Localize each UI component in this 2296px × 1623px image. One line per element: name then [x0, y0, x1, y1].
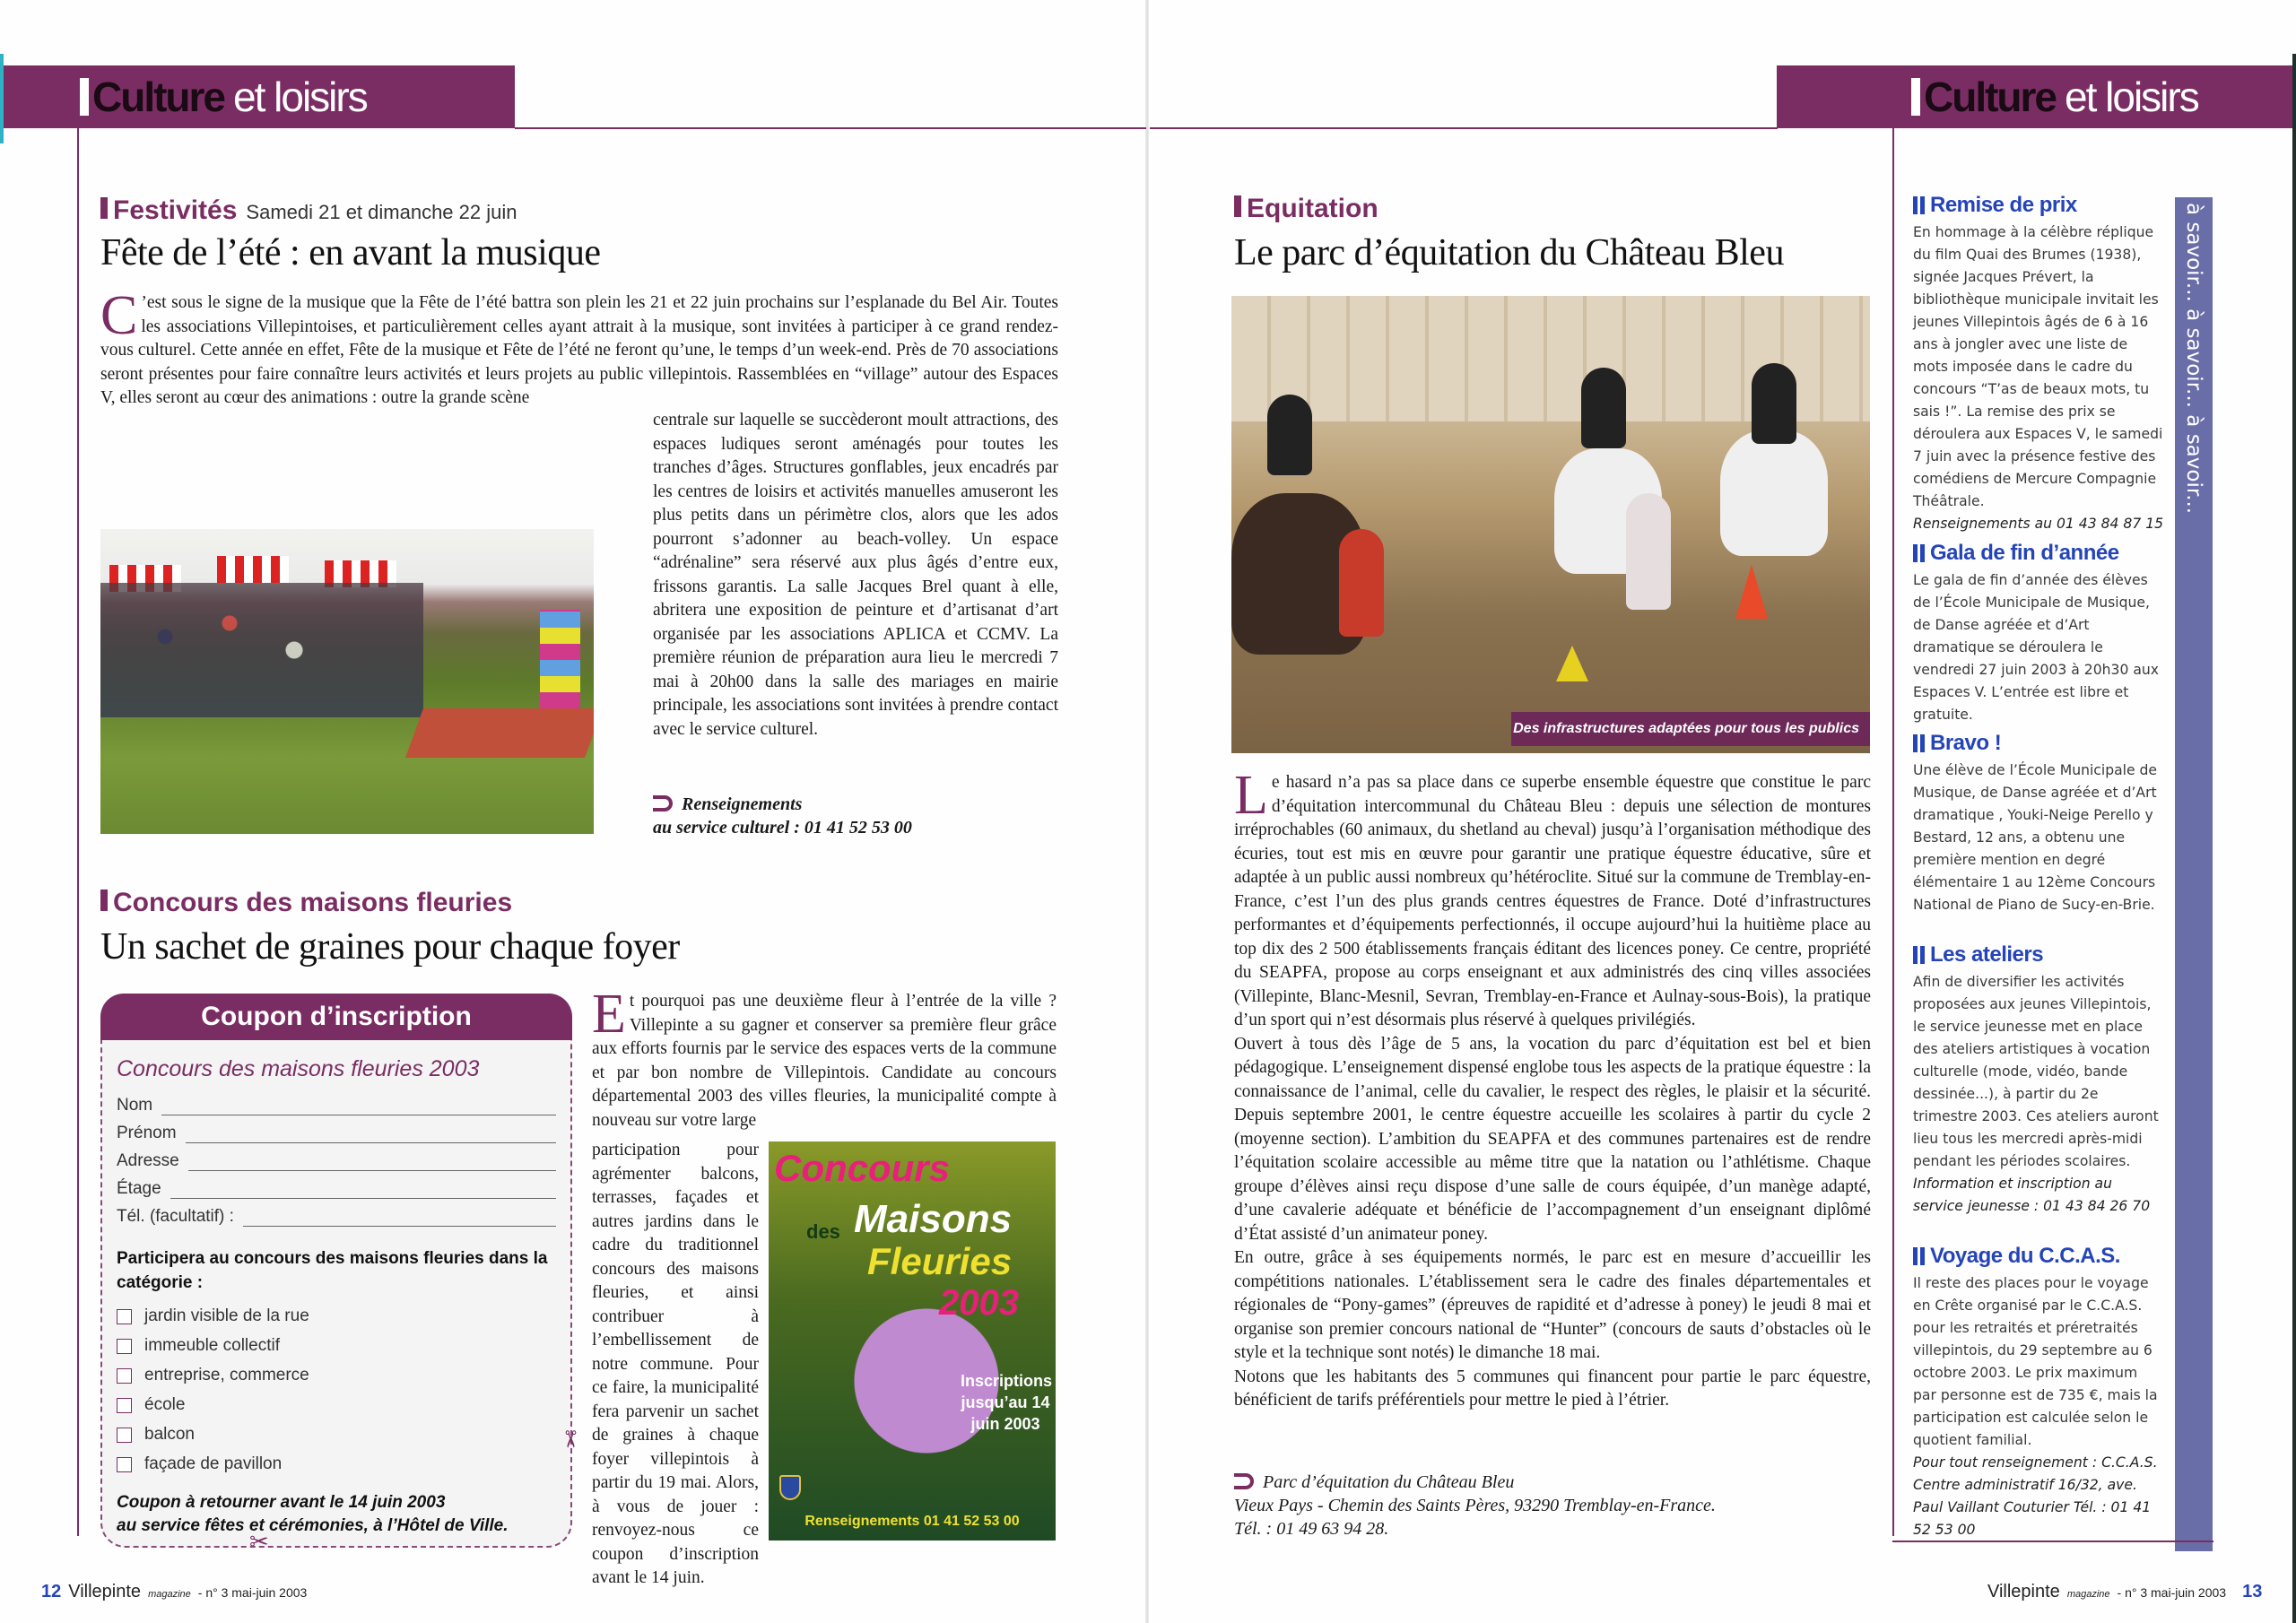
a-savoir-label: à savoir... à savoir... à savoir...	[2182, 203, 2205, 515]
banner-light: et loisirs	[2065, 74, 2198, 120]
banner-bar-icon	[80, 78, 89, 116]
poster-year: 2003	[939, 1283, 1019, 1323]
heading-bar-icon	[1920, 544, 1925, 562]
riding-photo	[1231, 296, 1870, 753]
kicker-label: Equitation	[1247, 194, 1378, 223]
page-gutter	[1145, 0, 1149, 1623]
dropcap: C	[100, 285, 138, 346]
concours-intro-text: t pourquoi pas une deuxième fleur à l’entrée de la ville ? Villepinte a su gagner et conserver sa première fleur grâce aux efforts fournis par le service des espaces verts de la commune et par bon nombre de Villepintois. Candidate au concours départemental 2003 des villes fleuries, la municipalité compte à nouveau sur votre large	[592, 992, 1057, 1130]
option-ecole[interactable]	[117, 1394, 556, 1416]
table-shape	[405, 708, 594, 758]
heading-bar-icon	[1920, 734, 1925, 752]
kicker-date: Samedi 21 et dimanche 22 juin	[246, 201, 517, 223]
poster-word-concours: Concours	[774, 1147, 951, 1189]
option-jardin[interactable]	[117, 1306, 556, 1327]
sidebar-title: Voyage du C.C.A.S.	[1930, 1244, 2120, 1268]
field-line[interactable]	[243, 1214, 556, 1227]
option-label: entreprise, commerce	[144, 1366, 309, 1384]
scissors-icon: ✂	[249, 1529, 269, 1555]
coupon-title: Coupon d’inscription	[100, 994, 572, 1040]
option-label: immeuble collectif	[144, 1336, 280, 1355]
sidebar-item-remise-de-prix	[1913, 194, 2164, 535]
sidebar-title: Bravo !	[1930, 731, 2002, 755]
sidebar-heading	[1913, 1245, 2164, 1267]
sidebar-text: En hommage à la célèbre réplique du film Quai des Brumes (1938), signée Jacques Prévert, la bibliothèque municipale invitait les jeunes Villepintois âgés de 6 à 16 ans à jongler avec une liste de mots imposée dans le cadre du concours “T’as de beaux mots, tu sais !”. La remise des prix se déroulera aux Espaces V, le samedi 7 juin avec la présence festive des comédiens de Mercure Compagnie Théâtrale.	[1913, 224, 2163, 509]
heading-bar-icon	[1913, 734, 1918, 752]
equitation-kicker	[1234, 194, 1378, 224]
coupon-question: Participera au concours des maisons fleuries dans la catégorie :	[117, 1249, 548, 1292]
field-adresse[interactable]	[117, 1149, 556, 1171]
heading-bar-icon	[1920, 1247, 1925, 1265]
heading-bar-icon	[1913, 196, 1918, 214]
coupon-footer-line-2: au service fêtes et cérémonies, à l’Hôtel de Ville.	[117, 1516, 509, 1535]
sidebar-text: Une élève de l’École Municipale de Musique, de Danse agréée et d’Art dramatique , Youki-Neige Perello y Bestard, 12 ans, a obtenu une première mention en degré élémentaire 1 au 12ème Concours National de Piano de Sucy-en-Brie.	[1913, 762, 2158, 913]
arrow-icon	[653, 795, 673, 812]
scissors-icon: ✂	[556, 1429, 583, 1449]
option-facade[interactable]	[117, 1454, 556, 1475]
sidebar-text: Il reste des places pour le voyage en Crête organisé par le C.C.A.S. pour les retraités et préretraités villepintois, du 29 septembre au 6 octobre 2003. Le prix maximum par personne est de 735 €, mais la participation est calculée selon le quotient familial.	[1913, 1275, 2158, 1448]
field-etage[interactable]	[117, 1176, 556, 1199]
poster-info: Renseignements 01 41 52 53 00	[804, 1514, 1020, 1529]
sidebar-text: Le gala de fin d’année des élèves de l’École Municipale de Musique, de Danse agréée et d’Art dramatique se déroulera le vendredi 27 juin 2003 à 20h30 aux Espaces V. L’entrée est libre et gratuite.	[1913, 572, 2159, 723]
checkbox[interactable]	[117, 1368, 132, 1384]
cone-shape	[1556, 646, 1588, 681]
checkbox[interactable]	[117, 1428, 132, 1443]
field-label: Adresse	[117, 1151, 179, 1170]
festivites-intro	[100, 285, 1058, 411]
banner-light: et loisirs	[233, 74, 367, 120]
checkbox[interactable]	[117, 1309, 132, 1324]
rule-horizontal	[1150, 127, 1778, 129]
kicker-bar-icon	[100, 890, 108, 911]
coupon-subtitle: Concours des maisons fleuries 2003	[117, 1056, 480, 1081]
child-shape	[1626, 493, 1671, 610]
concours-kicker	[100, 888, 512, 918]
coupon-footer	[117, 1491, 556, 1538]
kicker-label: Concours des maisons fleuries	[113, 888, 513, 917]
page-edge-right	[2292, 54, 2296, 1623]
concours-intro	[592, 984, 1057, 1133]
child-shape	[1339, 529, 1384, 637]
festivites-headline: Fête de l’été : en avant la musique	[100, 232, 601, 273]
contact-line-2: au service culturel : 01 41 52 53 00	[653, 818, 912, 838]
sidebar-bottom-rule	[1892, 1541, 2213, 1542]
city-crest-icon	[779, 1475, 801, 1500]
poster-inscriptions: Inscriptions jusqu’au 14 juin 2003	[961, 1372, 1053, 1433]
sidebar-item-ateliers	[1913, 943, 2164, 1218]
sidebar-item-gala	[1913, 542, 2164, 726]
banner-strong: Culture	[1924, 74, 2056, 120]
festivites-contact	[653, 793, 912, 839]
field-line[interactable]	[170, 1186, 556, 1199]
page-number: 12	[41, 1582, 62, 1601]
sidebar-heading	[1913, 542, 2164, 564]
footer-right	[1987, 1582, 2262, 1602]
heading-bar-icon	[1913, 544, 1918, 562]
paragraph: Notons que les habitants des 5 communes qui financent pour partie le parc équestre, bénéficient de tarifs préférentiels pour mettre le pied à l’étrier.	[1234, 1367, 1871, 1410]
equitation-headline: Le parc d’équitation du Château Bleu	[1234, 232, 1784, 273]
banner-bar-icon	[1911, 78, 1920, 116]
footer-mag: magazine	[148, 1589, 191, 1600]
page-number: 13	[2242, 1582, 2263, 1601]
option-label: jardin visible de la rue	[144, 1306, 309, 1325]
dropcap: L	[1234, 765, 1268, 826]
rider-shape	[1581, 368, 1626, 448]
section-banner-left	[4, 65, 515, 128]
rule-vertical	[77, 128, 79, 1536]
kicker-bar-icon	[1234, 195, 1241, 217]
sidebar-item-voyage	[1913, 1245, 2164, 1541]
heading-bar-icon	[1913, 1247, 1918, 1265]
rule-vertical	[1892, 128, 1894, 1536]
sidebar-heading	[1913, 943, 2164, 966]
sidebar-heading	[1913, 194, 2164, 216]
heading-bar-icon	[1913, 946, 1918, 964]
festivites-intro-text: ’est sous le signe de la musique que la Fête de l’été battra son plein les 21 et 22 juin prochains sur l’esplanade du Bel Air. Toutes les associations Villepintoises, et particulièrement celles ayant attrait à la musique, sont invitées à participer à ce grand rendez-vous culturel. Cette année en effet, Fête de la musique et Fête de l’été ne feront qu’une, le temps d’un week-end. Près de 70 associations seront présentes pour faire connaître leurs activités et leurs projets au public villepintois. Rassemblées en “village” autour des Espaces V, elles seront au cœur des animations : outre la grande scène	[100, 293, 1058, 407]
heading-bar-icon	[1920, 196, 1925, 214]
dropcap: E	[592, 984, 626, 1045]
equitation-body	[1234, 765, 1871, 1413]
field-prenom[interactable]	[117, 1121, 556, 1143]
field-telephone[interactable]	[117, 1204, 556, 1227]
sidebar-heading	[1913, 732, 2164, 754]
field-line[interactable]	[188, 1159, 556, 1171]
photo-caption: Des infrastructures adaptées pour tous les publics	[1511, 712, 1870, 746]
poster-word-des: des	[806, 1220, 840, 1243]
tent-shape	[217, 556, 289, 583]
field-nom[interactable]	[117, 1093, 556, 1115]
sidebar-item-bravo	[1913, 732, 2164, 916]
paragraph-text: e hasard n’a pas sa place dans ce superbe ensemble équestre que constitue le parc d’équitation intercommunal du Château Bleu : depuis une sélection de montures irréprochables (60 animaux, du shetland au cheval) jusqu’à l’organisation méthodique des écuries, tout est mis en œuvre pour garantir une pratique équestre éducative, sûre et adaptée à un public aussi nombreux qu’hétéroclite. Situé sur la commune de Tremblay-en-France, c’est l’un des plus grands centres équestres de France. Doté d’infrastructures performantes et d’équipements perfectionnés, il occupe aujourd’hui la huitième place au top dix des 2 500 établissements français éditant des licences poney. Ce centre, propriété du SEAPFA, propose au corps enseignant et aux administrés des cinq villes associées (Villepinte, Blanc-Mesnil, Sevran, Tremblay-en-France et Aulnay-sous-Bois), la pratique d’un sport qui n’est désormais plus réservé à quelques privilégiés.	[1234, 773, 1871, 1029]
equitation-contact	[1234, 1471, 1716, 1541]
sidebar-text: Afin de diversifier les activités proposées aux jeunes Villepintois, le service jeunesse met en place des ateliers artistiques à vocation culturelle (mode, vidéo, bande dessinée...), à partir du 2e trimestre 2003. Ces ateliers auront lieu tous les mercredi après-midi pendant les périodes scolaires.	[1913, 974, 2159, 1169]
concours-poster	[769, 1141, 1056, 1541]
footer-left	[41, 1582, 307, 1602]
arrow-icon	[1234, 1473, 1254, 1489]
option-label: école	[144, 1395, 186, 1414]
sidebar-note: Renseignements au 01 43 84 87 15	[1913, 516, 2164, 532]
option-entreprise[interactable]	[117, 1365, 556, 1386]
rider-shape	[1752, 363, 1796, 444]
kicker-bar-icon	[100, 197, 108, 219]
concours-headline: Un sachet de graines pour chaque foyer	[100, 926, 680, 968]
option-immeuble[interactable]	[117, 1335, 556, 1357]
festival-photo	[100, 529, 594, 834]
banner-strong: Culture	[92, 74, 224, 120]
concours-column: participation pour agrémenter balcons, terrasses, façades et autres jardins dans le cadre du traditionnel concours des maisons fleuries, et ainsi contribuer à l’embellissement de notre commune. Pour ce faire, la municipalité fera parvenir un sachet de graines à chaque foyer villepintois à partir du 19 mai. Alors, à vous de jouer : renvoyez-nous ce coupon d’inscription avant le 14 juin.	[592, 1141, 759, 1587]
sidebar-title: Gala de fin d’année	[1930, 541, 2119, 565]
kicker-label: Festivités	[113, 195, 238, 225]
festivites-column: centrale sur laquelle se succèderont moult attractions, des espaces ludiques seront aménagés pour toutes les tranches d’âges. Structures gonflables, jeux encadrés par les centres de loisirs et activités manuelles amuseront les plus petits dans un périmètre clos, alors que les ados pourront s’adonner au beach-volley. Un espace “adrénaline” sera réservé aux plus âgés d’entre eux, frissons garantis. La salle Jacques Brel quant à elle, abritera une exposition de peinture et d’artisanat d’art organisée par les associations APLICA et CCMV. La première réunion de préparation aura lieu le mercredi 7 mai à 20h00 dans la salle des mariages en mairie principale, les associations sont invitées à prendre contact avec le service culturel.	[653, 411, 1058, 739]
field-label: Nom	[117, 1096, 153, 1115]
footer-mag: magazine	[2066, 1589, 2110, 1600]
poster-word-maisons: Maisons	[854, 1197, 1013, 1241]
option-label: balcon	[144, 1425, 195, 1444]
footer-issue: - n° 3 mai-juin 2003	[197, 1585, 308, 1600]
contact-line-1: Parc d’équitation du Château Bleu	[1263, 1472, 1515, 1492]
sidebar-title: Les ateliers	[1930, 942, 2044, 967]
paragraph	[1234, 765, 1871, 1033]
footer-issue: - n° 3 mai-juin 2003	[2117, 1585, 2227, 1600]
option-label: façade de pavillon	[144, 1454, 283, 1473]
field-line[interactable]	[186, 1131, 556, 1143]
coupon-footer-line-1: Coupon à retourner avant le 14 juin 2003	[117, 1493, 446, 1512]
paragraph: En outre, grâce à ses équipements normés, le parc est en mesure d’accueillir les compétitions nationales. L’établissement sera le cadre des finales départementales et régionales de “Pony-games” (épreuves de rapidité et d’adresse à poney) le jeudi 8 mai et organise son premier concours national de “Hunter” (concours de sauts d’obstacles où le style et la technique sont notés) le dimanche 18 mai.	[1234, 1248, 1871, 1362]
checkbox[interactable]	[117, 1398, 132, 1413]
field-label: Étage	[117, 1179, 161, 1198]
registration-coupon	[100, 994, 572, 1548]
section-banner-right	[1777, 65, 2292, 128]
checkbox[interactable]	[117, 1457, 132, 1472]
field-line[interactable]	[161, 1103, 556, 1115]
field-label: Tél. (facultatif) :	[117, 1207, 234, 1226]
rule-horizontal	[515, 127, 1146, 129]
crowd-shape	[100, 583, 423, 717]
sidebar-note: Pour tout renseignement : C.C.A.S. Centre administratif 16/32, ave. Paul Vaillant Couturier Tél. : 01 41 52 53 00	[1913, 1454, 2158, 1538]
paragraph: Ouvert à tous dès l’âge de 5 ans, la vocation du parc d’équitation est bel et bien pédagogique. L’enseignement dispensé englobe tous les aspects de la pratique équestre : la connaissance de l’animal, celle du cavalier, le respect des règles, le plaisir et la sécurité. Depuis septembre 2001, le centre équestre accueille les scolaires à partir du cycle 2 (moyenne section). L’ambition du SEAPFA et des communes partenaires est de rendre l’équitation scolaire accessible au même titre que la natation ou l’athlétisme. Chaque groupe d’élèves ainsi reçu dispose d’une salle de cours équipée, d’un manège adapté, d’une cavalerie adéquate et bénéficie de l’accompagnement d’un enseignant diplômé d’État assisté d’un animateur poney.	[1234, 1034, 1871, 1244]
field-label: Prénom	[117, 1124, 177, 1142]
pony-shape	[1720, 430, 1828, 556]
cone-shape	[1735, 565, 1768, 619]
poster-word-fleuries: Fleuries	[867, 1240, 1013, 1282]
rider-shape	[1267, 395, 1312, 475]
drum-shape	[540, 610, 580, 708]
festivites-kicker	[100, 195, 517, 226]
contact-line-2: Vieux Pays - Chemin des Saints Pères, 93290 Tremblay-en-France.	[1234, 1496, 1716, 1515]
footer-brand: Villepinte	[68, 1582, 142, 1601]
checkbox[interactable]	[117, 1339, 132, 1354]
footer-brand: Villepinte	[1987, 1582, 2060, 1601]
sidebar-title: Remise de prix	[1930, 193, 2077, 217]
heading-bar-icon	[1920, 946, 1925, 964]
contact-line-3: Tél. : 01 49 63 94 28.	[1234, 1519, 1389, 1539]
contact-line-1: Renseignements	[682, 794, 803, 814]
sidebar-note: Information et inscription au service jeunesse : 01 43 84 26 70	[1913, 1176, 2151, 1214]
option-balcon[interactable]	[117, 1424, 556, 1445]
